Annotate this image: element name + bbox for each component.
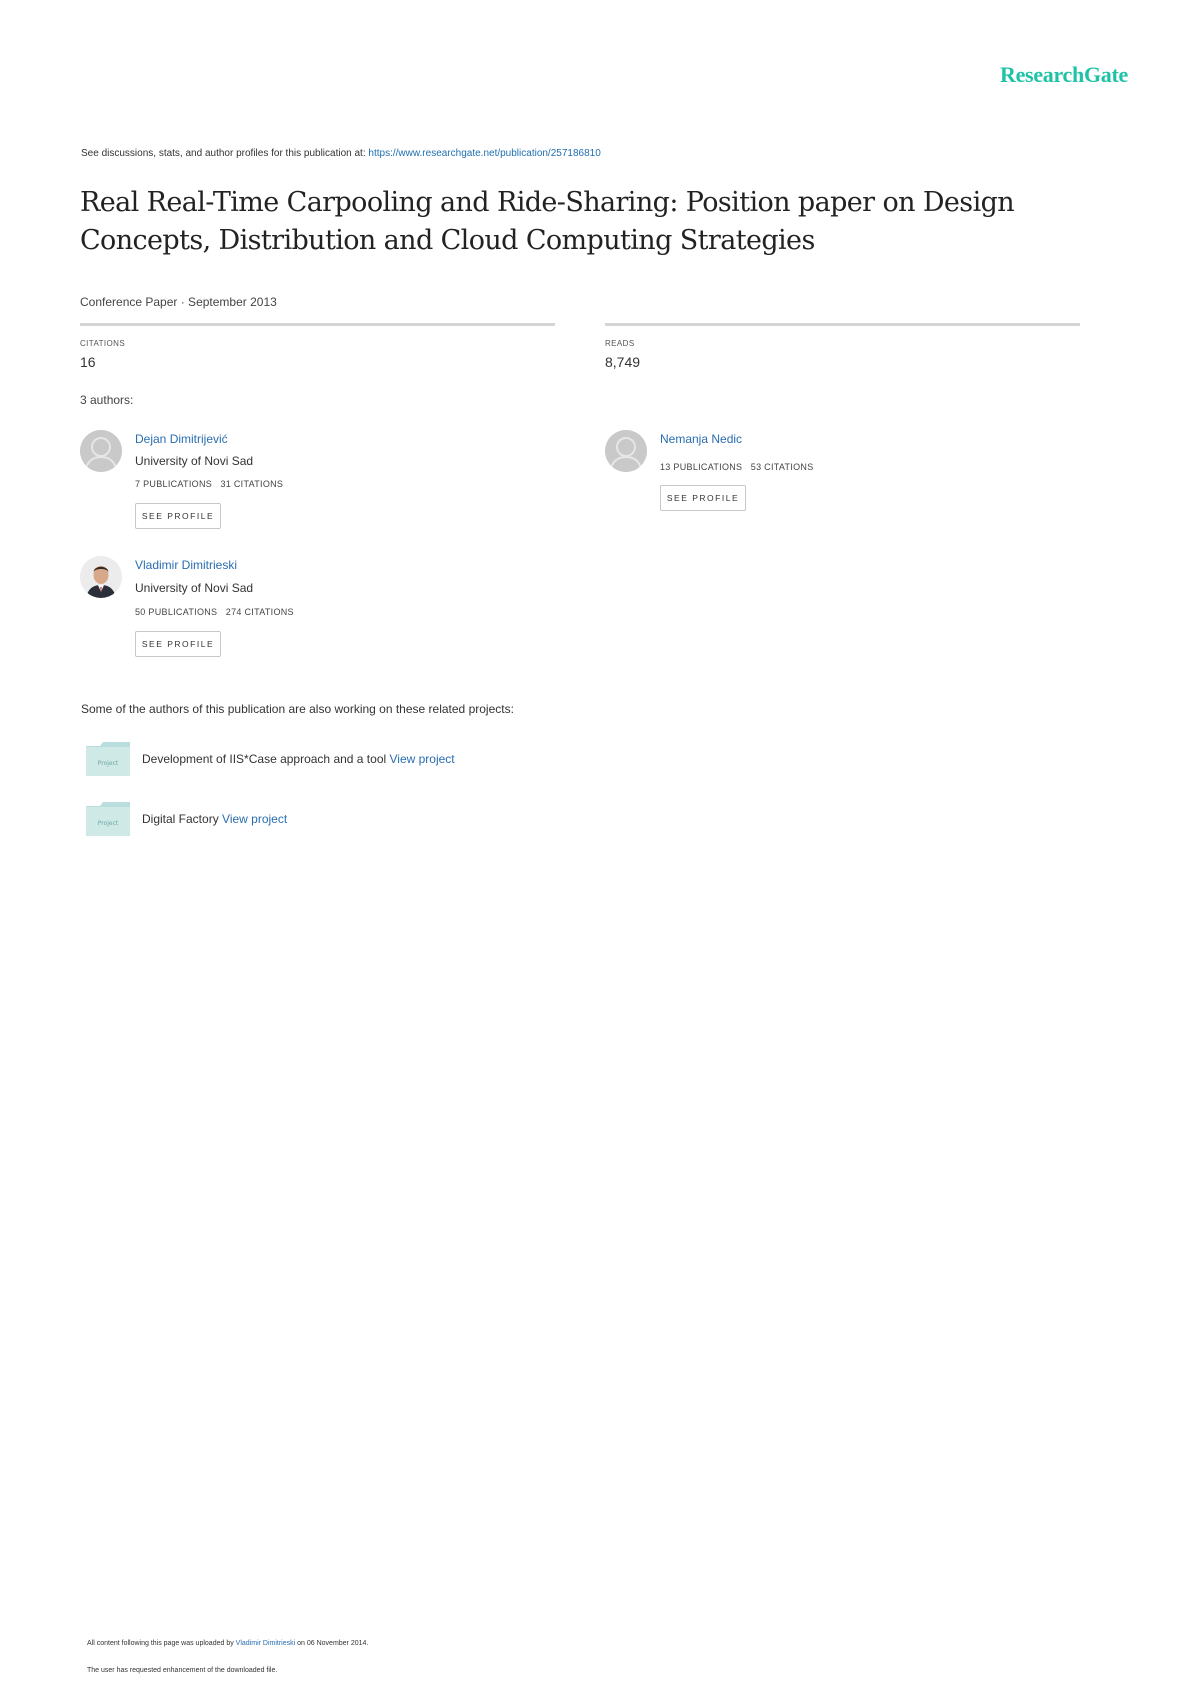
project-folder-icon [86,742,130,776]
author-stats: 13 PUBLICATIONS 53 CITATIONS [660,462,814,472]
related-project-item [142,812,287,826]
enhancement-note: The user has requested enhancement of the downloaded file. [87,1667,278,1674]
default-avatar-icon [605,430,647,472]
svg-text:Project: Project [97,760,119,767]
authors-heading: 3 authors: [80,393,134,407]
publication-meta: Conference Paper · September 2013 [80,295,277,309]
author-stats: 7 PUBLICATIONS 31 CITATIONS [135,479,284,489]
see-profile-button[interactable]: SEE PROFILE [135,631,221,657]
see-profile-button[interactable]: SEE PROFILE [660,485,746,511]
see-profile-button[interactable]: SEE PROFILE [135,503,221,529]
reads-label: READS [605,339,635,348]
upload-prefix: All content following this page was uploaded by [87,1640,234,1647]
author-avatar[interactable] [605,430,647,472]
researchgate-logo[interactable]: ResearchGate [1000,62,1128,87]
author-avatar[interactable] [80,430,122,472]
author-institution: University of Novi Sad [135,454,254,468]
project-name: Digital Factory [142,812,219,826]
uploader-link[interactable]: Vladimir Dimitrieski [235,1640,296,1647]
citations-divider [80,323,555,326]
publication-url-link[interactable]: https://www.researchgate.net/publication/257186810 [368,148,601,159]
default-avatar-icon [80,430,122,472]
author-stats: 50 PUBLICATIONS 274 CITATIONS [135,607,294,617]
reads-value: 8,749 [605,354,641,370]
author-institution: University of Novi Sad [135,581,254,595]
upload-notice [87,1640,368,1647]
author-photo-icon [80,556,122,598]
related-project-item [142,752,455,766]
citations-label: CITATIONS [80,339,126,348]
view-project-link[interactable]: View project [389,752,455,766]
author-name-link[interactable]: Nemanja Nedic [660,432,743,446]
citations-value: 16 [80,354,96,370]
see-discussions-text: See discussions, stats, and author profiles for this publication at: [81,148,366,159]
author-name-link[interactable]: Vladimir Dimitrieski [135,558,238,572]
view-project-link[interactable]: View project [222,812,288,826]
project-folder-icon [86,802,130,836]
project-name: Development of IIS*Case approach and a tool [142,752,387,766]
reads-divider [605,323,1080,326]
publication-title: Real Real-Time Carpooling and Ride-Sharing: Position paper on Design Concepts, Distribution and Cloud Computing Strategies [80,187,1015,256]
author-avatar[interactable] [80,556,122,598]
svg-text:Project: Project [97,820,119,827]
upload-suffix: on 06 November 2014. [297,1640,369,1647]
see-discussions-line [81,148,601,159]
related-projects-heading: Some of the authors of this publication are also working on these related projects: [81,702,514,716]
author-name-link[interactable]: Dejan Dimitrijević [135,432,228,446]
